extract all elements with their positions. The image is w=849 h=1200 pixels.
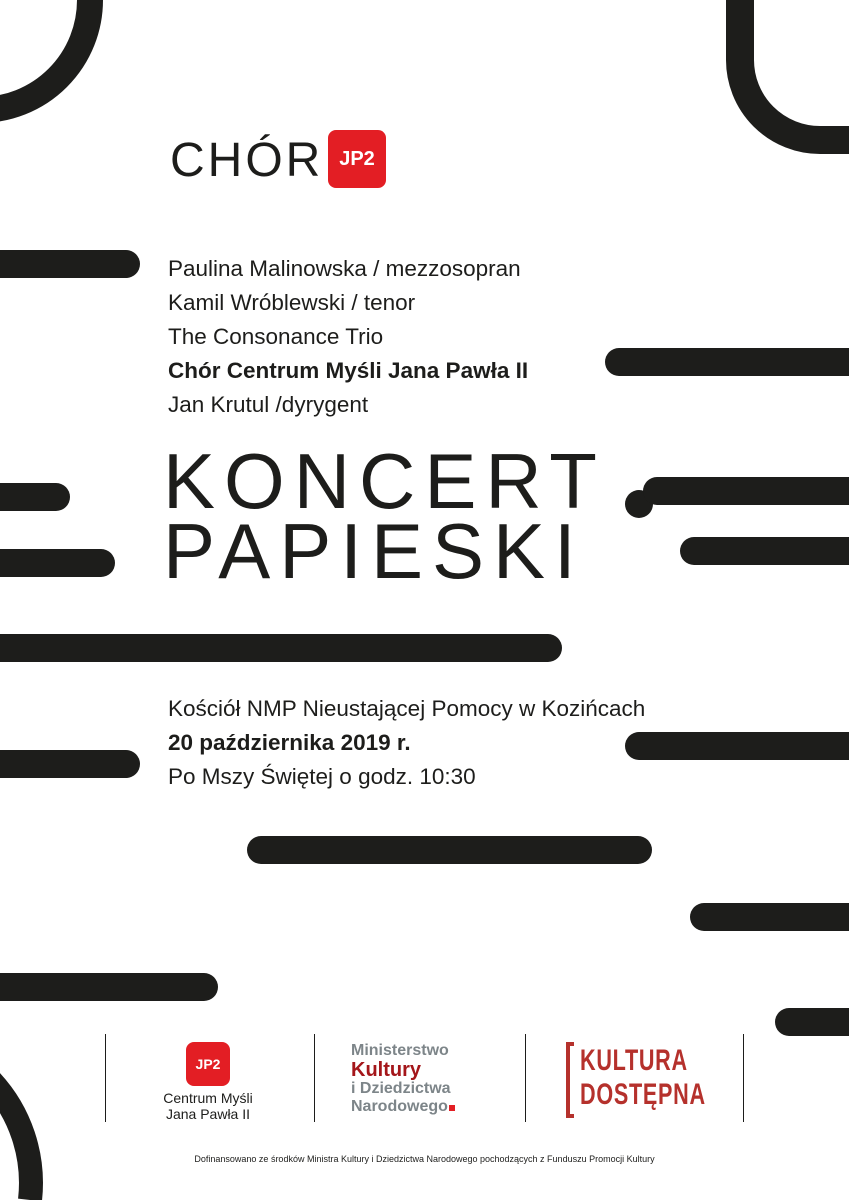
bar <box>643 477 849 505</box>
divider <box>105 1034 106 1122</box>
cmjp-line: Jana Pawła II <box>165 1106 251 1122</box>
bar <box>0 750 140 778</box>
red-square <box>449 1105 455 1111</box>
cmjp-logo-text <box>130 1090 286 1122</box>
divider <box>314 1034 315 1122</box>
mkidn-logo <box>351 1042 455 1116</box>
bar <box>0 973 218 1001</box>
top-right-arc <box>740 0 849 140</box>
kultura-dostepna-logo <box>580 1044 706 1112</box>
performer: Paulina Malinowska / mezzosopran <box>168 256 521 281</box>
bar <box>680 537 849 565</box>
mkidn-line: Narodowego <box>351 1098 448 1115</box>
mkidn-line: i Dziedzictwa <box>351 1080 451 1097</box>
bar <box>247 836 652 864</box>
time: Po Mszy Świętej o godz. 10:30 <box>168 764 476 789</box>
mkidn-line: Ministerstwo <box>351 1042 449 1059</box>
event-info <box>168 692 645 794</box>
funding-note: Dofinansowano ze środków Ministra Kultury i Dziedzictwa Narodowego pochodzących z Funduszu Promocji Kultury <box>194 1154 655 1164</box>
title-line-1: KONCERT <box>163 437 606 525</box>
mkidn-line: Kultury <box>351 1059 421 1081</box>
kultura-line: KULTURA <box>580 1044 688 1077</box>
jp2-badge: JP2 <box>328 130 386 188</box>
divider <box>525 1034 526 1122</box>
bar <box>0 549 115 577</box>
bar <box>690 903 849 931</box>
concert-title <box>163 437 606 595</box>
bar <box>775 1008 849 1036</box>
top-left-arc <box>0 0 90 110</box>
title-line-2: PAPIESKI <box>163 507 585 595</box>
performer: Kamil Wróblewski / tenor <box>168 290 416 315</box>
bar <box>625 732 849 760</box>
kultura-bracket <box>566 1042 574 1118</box>
performer: The Consonance Trio <box>168 324 384 349</box>
cmjp-logo-badge: JP2 <box>186 1042 230 1086</box>
performer: Chór Centrum Myśli Jana Pawła II <box>168 358 529 383</box>
bar <box>605 348 849 376</box>
performer: Jan Krutul /dyrygent <box>168 392 369 417</box>
bar <box>0 634 562 662</box>
bar <box>0 250 140 278</box>
divider <box>743 1034 744 1122</box>
bottom-left-arc <box>0 1080 31 1200</box>
cmjp-line: Centrum Myśli <box>163 1090 253 1106</box>
kultura-line: DOSTĘPNA <box>580 1078 706 1111</box>
date: 20 października 2019 r. <box>168 730 411 755</box>
venue: Kościół NMP Nieustającej Pomocy w Kozińcach <box>168 696 646 721</box>
choir-logo-text: CHÓR <box>170 134 324 187</box>
bar <box>0 483 70 511</box>
performers-list <box>168 252 528 422</box>
